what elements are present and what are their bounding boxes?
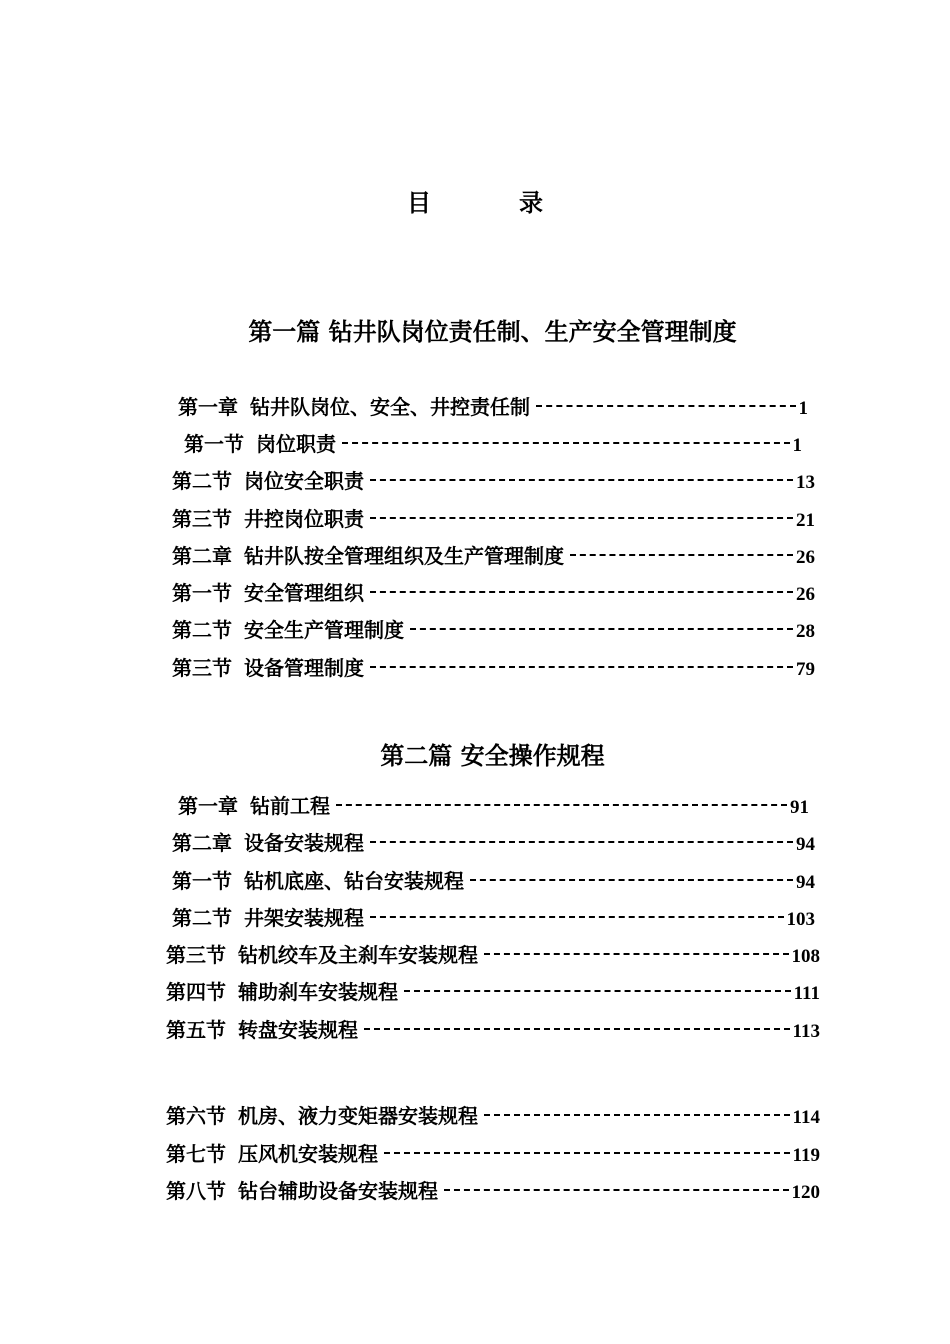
toc-entry-number: 第八节 <box>166 1179 226 1203</box>
toc-entry-title: 岗位职责 <box>256 432 336 456</box>
toc-entry-title: 转盘安装规程 <box>238 1018 358 1042</box>
toc-entry-number: 第六节 <box>166 1104 226 1128</box>
toc-entry[interactable] <box>166 1100 820 1126</box>
toc-entry[interactable] <box>172 902 815 928</box>
toc-leader-dots <box>364 1028 790 1030</box>
toc-entry-number: 第三节 <box>166 943 226 967</box>
toc-entry-title: 机房、液力变矩器安装规程 <box>238 1104 478 1128</box>
toc-entry[interactable] <box>178 790 809 816</box>
toc-entry-page: 114 <box>792 1107 820 1128</box>
toc-entry-title: 井控岗位职责 <box>244 507 364 531</box>
toc-entry[interactable] <box>166 976 820 1002</box>
toc-entry[interactable] <box>172 577 815 603</box>
toc-entry-page: 13 <box>796 472 815 493</box>
toc-entry-number: 第一节 <box>172 581 232 605</box>
toc-entry-page: 108 <box>791 946 820 967</box>
toc-entry[interactable] <box>172 614 815 640</box>
toc-entry[interactable] <box>172 540 815 566</box>
toc-entry-page: 94 <box>796 834 815 855</box>
toc-entry-number: 第七节 <box>166 1142 226 1166</box>
toc-entry-number: 第二节 <box>172 906 232 930</box>
toc-entry[interactable] <box>166 939 820 965</box>
toc-entry-title: 压风机安装规程 <box>238 1142 378 1166</box>
toc-entry-page: 26 <box>796 584 815 605</box>
toc-entry-title: 钻前工程 <box>250 794 330 818</box>
toc-leader-dots <box>370 517 793 519</box>
toc-entry-page: 120 <box>791 1182 820 1203</box>
toc-entry-title: 安全管理组织 <box>244 581 364 605</box>
toc-leader-dots <box>410 628 793 630</box>
toc-entry-page: 91 <box>790 797 809 818</box>
toc-entry-number: 第二章 <box>172 831 232 855</box>
toc-entry-page: 28 <box>796 621 815 642</box>
toc-entry[interactable] <box>172 465 815 491</box>
toc-entry-page: 26 <box>796 547 815 568</box>
toc-entry-number: 第一节 <box>184 432 244 456</box>
toc-title-right: 录 <box>519 188 543 217</box>
toc-entry-number: 第一章 <box>178 395 238 419</box>
part1-heading: 第一篇 钻井队岗位责任制、生产安全管理制度 <box>248 317 737 346</box>
toc-entry[interactable] <box>166 1014 820 1040</box>
toc-entry-title: 安全生产管理制度 <box>244 618 404 642</box>
toc-entry-page: 113 <box>792 1021 820 1042</box>
toc-leader-dots <box>370 591 793 593</box>
toc-entry-title: 设备管理制度 <box>244 656 364 680</box>
toc-entry-page: 94 <box>796 872 815 893</box>
toc-leader-dots <box>404 990 791 992</box>
toc-leader-dots <box>370 841 793 843</box>
toc-entry[interactable] <box>172 652 815 678</box>
toc-leader-dots <box>570 554 793 556</box>
toc-entry-page: 103 <box>786 909 815 930</box>
toc-leader-dots <box>384 1152 790 1154</box>
toc-entry-title: 钻井队岗位、安全、井控责任制 <box>250 395 530 419</box>
toc-entry-title: 设备安装规程 <box>244 831 364 855</box>
toc-entry[interactable] <box>172 503 815 529</box>
toc-entry-title: 钻井队按全管理组织及生产管理制度 <box>244 544 564 568</box>
toc-entry-title: 钻台辅助设备安装规程 <box>238 1179 438 1203</box>
toc-entry-page: 79 <box>796 659 815 680</box>
toc-leader-dots <box>484 953 789 955</box>
toc-entry-title: 钻机绞车及主刹车安装规程 <box>238 943 478 967</box>
toc-entry[interactable] <box>178 391 808 417</box>
toc-entry-number: 第一节 <box>172 869 232 893</box>
toc-title <box>0 183 950 218</box>
toc-leader-dots <box>370 479 793 481</box>
toc-entry-number: 第四节 <box>166 980 226 1004</box>
toc-entry-number: 第一章 <box>178 794 238 818</box>
toc-entry-number: 第二节 <box>172 618 232 642</box>
toc-entry-page: 111 <box>793 983 820 1004</box>
toc-entry[interactable] <box>166 1138 820 1164</box>
toc-entry[interactable] <box>172 827 815 853</box>
toc-entry-title: 钻机底座、钻台安装规程 <box>244 869 464 893</box>
part2-heading: 第二篇 安全操作规程 <box>380 741 605 770</box>
toc-entry[interactable] <box>166 1175 820 1201</box>
toc-leader-dots <box>470 879 793 881</box>
toc-entry-number: 第二章 <box>172 544 232 568</box>
toc-entry-title: 岗位安全职责 <box>244 469 364 493</box>
toc-entry-title: 井架安装规程 <box>244 906 364 930</box>
toc-entry-page: 1 <box>798 398 808 419</box>
toc-entry-page: 119 <box>792 1145 820 1166</box>
toc-entry-number: 第三节 <box>172 507 232 531</box>
toc-leader-dots <box>484 1114 790 1116</box>
toc-entry-number: 第三节 <box>172 656 232 680</box>
toc-entry[interactable] <box>172 865 815 891</box>
toc-title-left: 目 <box>407 188 431 217</box>
toc-entry-title: 辅助刹车安装规程 <box>238 980 398 1004</box>
toc-leader-dots <box>336 804 787 806</box>
toc-leader-dots <box>370 666 793 668</box>
toc-leader-dots <box>342 442 790 444</box>
toc-entry-number: 第五节 <box>166 1018 226 1042</box>
toc-entry-page: 1 <box>792 435 802 456</box>
toc-leader-dots <box>536 405 796 407</box>
toc-entry[interactable] <box>184 428 802 454</box>
toc-entry-page: 21 <box>796 510 815 531</box>
toc-leader-dots <box>444 1189 789 1191</box>
toc-leader-dots <box>370 916 784 918</box>
toc-entry-number: 第二节 <box>172 469 232 493</box>
